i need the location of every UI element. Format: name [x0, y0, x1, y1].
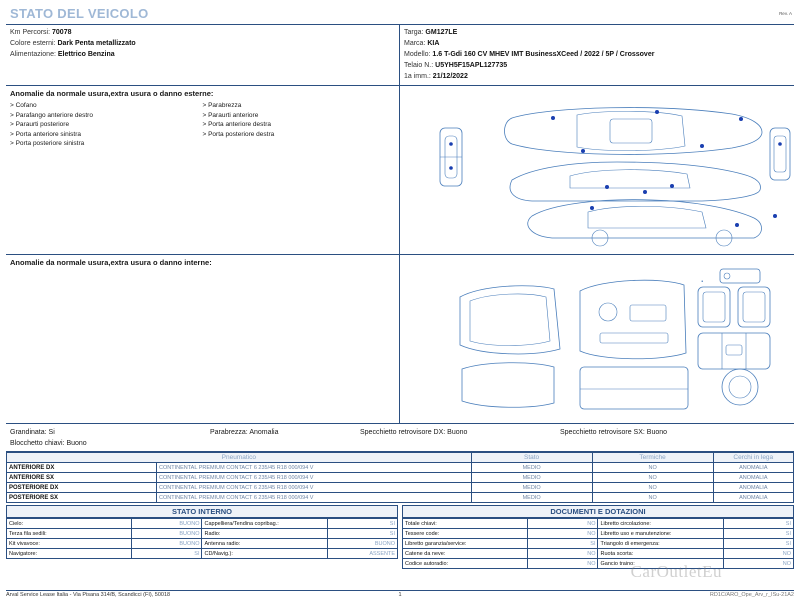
info-row-immatricolazione [404, 71, 790, 82]
car-front-view [440, 128, 462, 186]
table-row [403, 519, 794, 529]
field-value: NO [528, 529, 598, 539]
tyre-description: CONTINENTAL PREMIUM CONTACT 6 235/45 R18 000/094 V [157, 473, 472, 483]
field-label: Totale chiavi: [403, 519, 528, 529]
info-row-colore [10, 38, 395, 49]
field-value: SI [528, 539, 598, 549]
interior-diagram [400, 255, 794, 423]
list-item: > Paraurti posteriore [10, 121, 70, 128]
specchietto-sx-label: Specchietto retrovisore SX: [560, 429, 645, 436]
bottom-tables [6, 505, 794, 569]
alimentazione-value: Elettrico Benzina [57, 51, 115, 58]
tyre-position: ANTERIORE SX [7, 473, 157, 483]
field-label: Gancio traino: [598, 559, 723, 569]
tyre-cerchi: ANOMALIA [713, 493, 793, 503]
marca-label: Marca: [404, 40, 426, 47]
immatricolazione-label: 1a imm.: [404, 73, 431, 80]
table-row [7, 549, 398, 559]
modello-value: 1.6 T-Gdi 160 CV MHEV IMT BusinessXCeed / 2022 / 5P / Crossover [432, 51, 655, 58]
tyres-table [6, 452, 794, 503]
parabrezza-value: Anomalia [249, 429, 279, 436]
table-row [403, 529, 794, 539]
car-exterior-svg [402, 88, 796, 252]
vehicle-info [6, 25, 794, 86]
tyre-stato: MEDIO [471, 473, 592, 483]
list-item: > Porta anteriore destra [202, 121, 271, 128]
info-row-telaio [404, 60, 790, 71]
list-item: > Porta posteriore sinistra [10, 140, 85, 147]
field-label: Triangolo di emergenza: [598, 539, 723, 549]
field-label: CD/Navig.): [202, 549, 327, 559]
cargo-floor [580, 367, 688, 409]
list-item: > Porta anteriore sinistra [10, 130, 81, 138]
field-value: BUONO [132, 539, 202, 549]
car-interior-svg [402, 257, 796, 421]
list-item: > Porta posteriore destra [202, 130, 275, 138]
field-value: BUONO [132, 519, 202, 529]
stato-interno-block [6, 505, 400, 569]
tyre-termiche: NO [592, 473, 713, 483]
table-row [7, 529, 398, 539]
field-value: NO [528, 519, 598, 529]
table-row [403, 549, 794, 559]
revision-label: Rev. A [779, 11, 792, 16]
field-value: SI [327, 529, 397, 539]
field-label: Navigatore: [7, 549, 132, 559]
field-value: BUONO [327, 539, 397, 549]
car-side-view-left [510, 162, 760, 201]
blocchetto-label: Blocchetto chiavi: [10, 440, 65, 447]
tyre-termiche: NO [592, 483, 713, 493]
page-footer [6, 590, 794, 598]
table-row [7, 493, 794, 503]
table-row [7, 473, 794, 483]
table-row [403, 539, 794, 549]
external-section [6, 86, 794, 255]
field-label: Cappelliera/Tendina copribag.: [202, 519, 327, 529]
car-side-view-right [528, 200, 777, 246]
front-seats [698, 287, 770, 327]
documenti-title: DOCUMENTI E DOTAZIONI [402, 505, 794, 518]
field-value: SI [327, 519, 397, 529]
page-title: STATO DEL VEICOLO [10, 6, 149, 21]
documenti-table [402, 518, 794, 569]
field-value: SI [723, 539, 793, 549]
targa-value: GM127LE [425, 29, 458, 36]
specchietto-dx-label: Specchietto retrovisore DX: [360, 429, 446, 436]
keys-view [720, 269, 760, 283]
field-value: NO [528, 549, 598, 559]
parabrezza-row [210, 427, 360, 438]
external-damage-col2 [203, 101, 396, 149]
stato-interno-table [6, 518, 398, 559]
specchietto-dx-row [360, 427, 560, 438]
field-value: BUONO [132, 529, 202, 539]
field-label: Kit vivavoce: [7, 539, 132, 549]
field-label: Antenna radio: [202, 539, 327, 549]
list-item: > Paraurti anteriore [202, 111, 259, 119]
tyre-termiche: NO [592, 463, 713, 473]
field-value: NO [528, 559, 598, 569]
tyre-description: CONTINENTAL PREMIUM CONTACT 6 235/45 R18 000/094 V [157, 493, 472, 503]
list-item: > Cofano [10, 102, 37, 109]
watermark: CarOutletEu [630, 562, 722, 581]
targa-label: Targa: [404, 29, 424, 36]
telaio-label: Telaio N.: [404, 62, 434, 69]
immatricolazione-value: 21/12/2022 [432, 73, 468, 80]
modello-label: Modello: [404, 51, 431, 58]
external-damage-col1 [10, 101, 203, 149]
specchietto-dx-value: Buono [447, 429, 468, 436]
external-damage-list [6, 86, 400, 254]
dashboard-view [580, 280, 686, 359]
documenti-block [400, 505, 794, 569]
blocchetto-row [10, 438, 210, 449]
tyre-cerchi: ANOMALIA [713, 483, 793, 493]
field-label: Libretto circolazione: [598, 519, 723, 529]
field-label: Codice autoradio: [403, 559, 528, 569]
door-panel [462, 363, 554, 408]
car-top-view [505, 108, 763, 155]
col-stato: Stato [471, 453, 592, 463]
list-item: > Parabrezza [202, 102, 242, 109]
field-value: SI [132, 549, 202, 559]
page-number: 1 [398, 592, 402, 598]
col-cerchi: Cerchi in lega [713, 453, 793, 463]
field-label: Terza fila sedili: [7, 529, 132, 539]
field-label: Radio: [202, 529, 327, 539]
alimentazione-label: Alimentazione: [10, 51, 56, 58]
exterior-diagram [400, 86, 794, 254]
footer-company: Arval Service Lease Italia - Via Pisana 314/B, Scandicci (FI), 50018 [6, 592, 171, 598]
boot-view [460, 286, 560, 354]
field-label: Libretto garanzia/service: [403, 539, 528, 549]
internal-damage-list [6, 255, 400, 423]
table-row [7, 463, 794, 473]
external-heading: Anomalie da normale usura,extra usura o danno esterne: [10, 89, 214, 98]
table-row [403, 559, 794, 569]
tyre-stato: MEDIO [471, 463, 592, 473]
info-row-targa [404, 27, 790, 38]
table-row [7, 539, 398, 549]
table-row [7, 519, 398, 529]
info-row-km [10, 27, 395, 38]
specchietto-sx-row [560, 427, 790, 438]
blocchetto-value: Buono [66, 440, 87, 447]
vehicle-info-right [400, 25, 794, 85]
stato-interno-title: STATO INTERNO [6, 505, 398, 518]
rear-bench [698, 333, 770, 369]
vehicle-info-left [6, 25, 400, 85]
info-row-alimentazione [10, 49, 395, 60]
list-item: > Parafango anteriore destro [10, 111, 93, 119]
info-row-marca [404, 38, 790, 49]
field-value: NO [723, 559, 793, 569]
col-termiche: Termiche [592, 453, 713, 463]
tyre-position: ANTERIORE DX [7, 463, 157, 473]
colore-label: Colore esterni: [10, 40, 56, 47]
telaio-value: U5YH5F15APL127735 [435, 62, 508, 69]
field-label: Tessere code: [403, 529, 528, 539]
colore-value: Dark Penta metallizzato [57, 40, 136, 47]
specchietto-sx-value: Buono [646, 429, 668, 436]
tyre-cerchi: ANOMALIA [713, 463, 793, 473]
tyre-position: POSTERIORE SX [7, 493, 157, 503]
tyre-description: CONTINENTAL PREMIUM CONTACT 6 235/45 R18 000/094 V [157, 483, 472, 493]
tyre-stato: MEDIO [471, 493, 592, 503]
field-label: Catene da neve: [403, 549, 528, 559]
field-value: ASSENTE [327, 549, 397, 559]
internal-heading: Anomalie da normale usura,extra usura o danno interne: [10, 258, 212, 267]
info-row-modello [404, 49, 790, 60]
tyre-description: CONTINENTAL PREMIUM CONTACT 6 235/45 R18 000/094 V [157, 463, 472, 473]
tyre-position: POSTERIORE DX [7, 483, 157, 493]
table-row [7, 483, 794, 493]
car-rear-view [770, 128, 790, 180]
tyres-header-row [7, 453, 794, 463]
tyre-termiche: NO [592, 493, 713, 503]
parabrezza-label: Parabrezza: [210, 429, 248, 436]
grandinata-row [10, 427, 210, 438]
field-value: SI [723, 529, 793, 539]
internal-section [6, 255, 794, 424]
field-label: Cielo: [7, 519, 132, 529]
km-value: 70078 [52, 29, 72, 36]
tyre-stato: MEDIO [471, 483, 592, 493]
tyre-cerchi: ANOMALIA [713, 473, 793, 483]
grandinata-value: Si [48, 429, 55, 436]
grandinata-label: Grandinata: [10, 429, 47, 436]
field-label: Ruota scorta: [598, 549, 723, 559]
col-pneumatico: Pneumatico [7, 453, 472, 463]
marca-value: KIA [427, 40, 440, 47]
field-label: Libretto uso e manutenzione: [598, 529, 723, 539]
misc-status [6, 424, 794, 452]
km-label: Km Percorsi: [10, 29, 51, 36]
field-value: NO [723, 549, 793, 559]
footer-code: RD1C/ARO_Ope_Arv_r_ISu-21A2 [709, 592, 794, 598]
field-value: SI [723, 519, 793, 529]
